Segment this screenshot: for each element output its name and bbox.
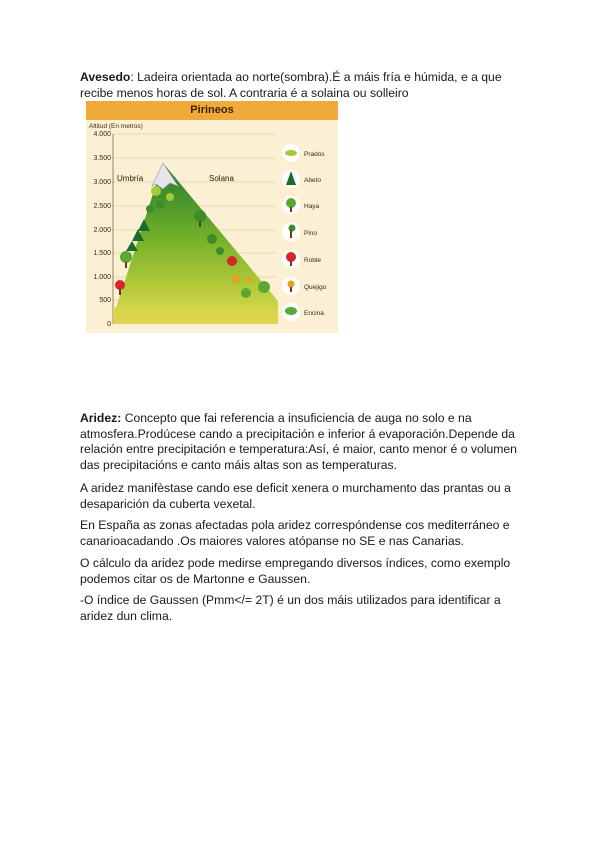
tick-label: 1.500	[93, 250, 111, 257]
tick-label: 2.000	[93, 227, 111, 234]
tick-label: 3.500	[93, 155, 111, 162]
paragraph-gaussen: -O índice de Gaussen (Pmm</= 2T) é un dos máis utilizados para identificar a aridez dun clima.	[80, 593, 501, 623]
paragraph-calculo: O cálculo da aridez pode medirse empregando diversos índices, como exemplo podemos citar os de Martonne e Gaussen.	[80, 556, 511, 586]
tick-label: 1.000	[93, 274, 111, 281]
figure-title: Pirineos	[86, 101, 338, 120]
paragraph-manifestase: A aridez manifèstase cando ese deficit xenera o murchamento das prantas ou a desaparición da cuberta vexetal.	[80, 481, 511, 511]
legend-icons	[282, 144, 300, 321]
paragraph-avesedo	[80, 70, 520, 101]
label-solana: Solana	[209, 174, 234, 183]
term-avesedo: Avesedo	[80, 70, 131, 84]
label-umbria: Umbría	[117, 174, 144, 183]
legend-label: Haya	[304, 203, 320, 210]
term-aridez: Aridez:	[80, 411, 122, 425]
aridez-text: Concepto que fai referencia a insuficiencia de auga no solo e na atmosfera.Prodúcese cando a precipitación e inferior á evaporación.Depende da relación entre precipitación e temperatura:Así, é maior, canto menor é o volumen das precipitacións e canto máis altas son as temperaturas.	[80, 411, 517, 472]
legend-label: Roble	[304, 257, 321, 264]
paragraph-espana: En España as zonas afectadas pola aridez correspóndense cos mediterráneo e canarioacadando .Os maiores valores atópanse no SE e nas Canarias.	[80, 518, 510, 548]
tick-label: 2.500	[93, 203, 111, 210]
tick-label: 4.000	[93, 131, 111, 138]
mountain-shape	[113, 163, 278, 323]
paragraph-aridez	[80, 411, 520, 473]
legend-label: Quejigo	[304, 284, 327, 291]
legend-label: Pino	[304, 230, 318, 237]
legend-label: Encina	[304, 310, 324, 317]
avesedo-text: : Ladeira orientada ao norte(sombra).É a máis fría e húmida, e a que recibe menos horas de sol. A contraria é a solaina ou solleiro	[80, 70, 502, 100]
tick-label: 3.000	[93, 179, 111, 186]
legend-label: Abeto	[304, 177, 321, 184]
pyrenees-vegetation-figure	[86, 101, 338, 333]
tick-label: 500	[99, 297, 111, 304]
mountain-diagram	[86, 101, 338, 333]
legend-label: Prados	[304, 151, 325, 158]
axis-title: Altitud (En metros)	[89, 123, 143, 130]
tick-label: 0	[107, 321, 111, 328]
